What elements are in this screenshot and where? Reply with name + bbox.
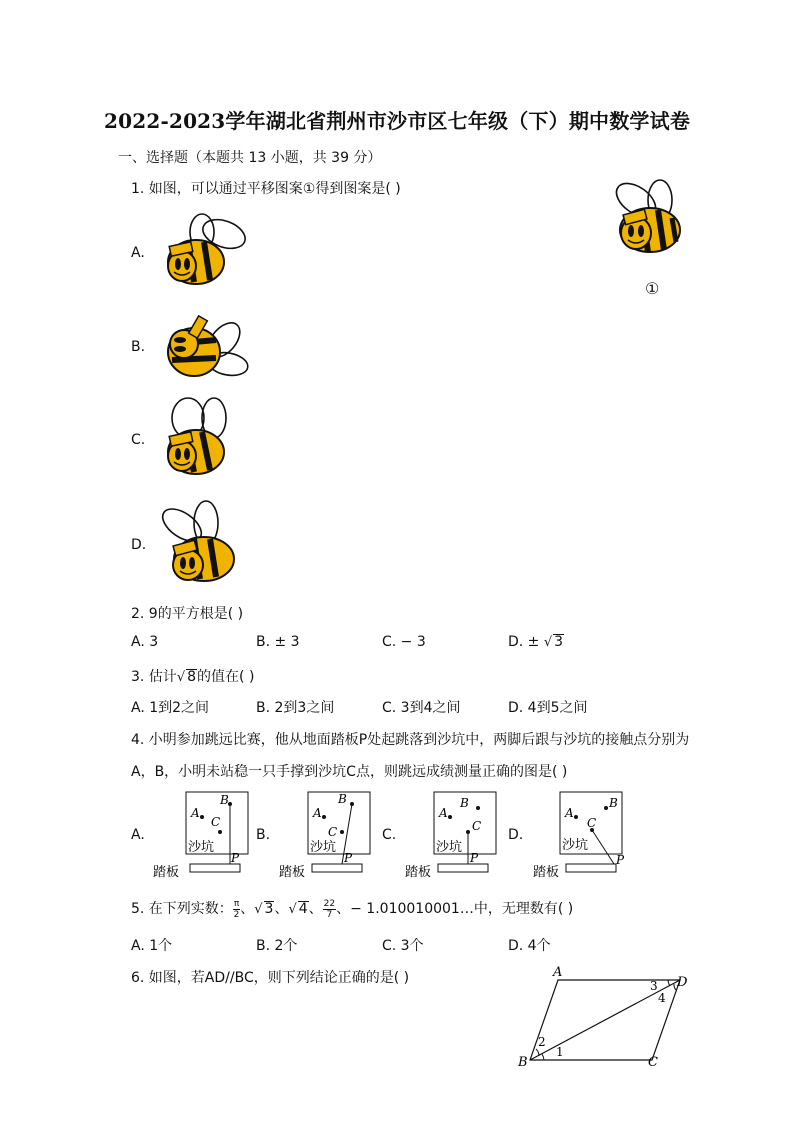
vertex-label-b: B	[518, 1055, 528, 1070]
bee-icon	[168, 214, 249, 284]
bee-option-a	[150, 210, 250, 300]
page-title: 2022-2023学年湖北省荆州市沙市区七年级（下）期中数学试卷	[103, 109, 691, 133]
q2-option-b[interactable]: B. ± 3	[256, 634, 300, 650]
q4-option-b[interactable]: B.	[256, 827, 271, 843]
q3-option-a[interactable]: A. 1到2之间	[131, 700, 210, 716]
point-label-b: B	[609, 796, 618, 810]
point-label-p: P	[231, 851, 240, 865]
vertex-label-c: C	[648, 1055, 658, 1070]
angle-label-1: 1	[556, 1045, 564, 1059]
point-label-b: B	[338, 792, 347, 806]
board-label: 踏板	[533, 865, 560, 880]
q2-option-d-radicand: 3	[554, 634, 564, 650]
point-label-b: B	[460, 796, 469, 810]
q6-stem: 6. 如图，若AD//BC，则下列结论正确的是( )	[131, 970, 410, 986]
point-label-a: A	[313, 806, 322, 820]
q1-option-d[interactable]: D.	[131, 537, 147, 553]
q5-fraction-pi: $\frac{\pi}{2}$	[233, 898, 240, 920]
bee-option-c	[150, 395, 250, 490]
point-label-c: C	[472, 819, 482, 833]
q4-figure-c	[402, 790, 512, 885]
point-label-p: P	[616, 853, 625, 867]
q2-option-d-label: D. ±	[508, 634, 544, 650]
section-heading: 一、选择题（本题共 13 小题，共 39 分）	[118, 150, 382, 166]
pit-label: 沙坑	[436, 840, 463, 855]
q4-stem-line1: 4. 小明参加跳远比赛，他从地面踏板P处起跳落到沙坑中，两脚后跟与沙坑的接触点分别为	[131, 732, 690, 748]
q3-stem: 3. 估计√ 8的值在( )	[131, 669, 255, 685]
angle-label-2: 2	[538, 1035, 546, 1049]
q5-option-c[interactable]: C. 3个	[382, 938, 424, 954]
point-label-b: B	[220, 793, 229, 807]
q2-option-a[interactable]: A. 3	[131, 634, 159, 650]
q5-radicand-2: 4	[298, 901, 308, 917]
angle-label-4: 4	[658, 991, 666, 1005]
q4-figure-d	[530, 790, 640, 885]
q5-option-d[interactable]: D. 4个	[508, 938, 551, 954]
q3-option-c[interactable]: C. 3到4之间	[382, 700, 461, 716]
board-label: 踏板	[153, 865, 180, 880]
q3-option-b[interactable]: B. 2到3之间	[256, 700, 335, 716]
board-label: 踏板	[405, 865, 432, 880]
q5-option-b[interactable]: B. 2个	[256, 938, 298, 954]
q1-stem: 1. 如图，可以通过平移图案①得到图案是( )	[131, 181, 401, 197]
q5-stem-tail: − 1.010010001…中，无理数有( )	[350, 901, 574, 917]
bee-icon	[168, 316, 250, 378]
q6-parallelogram-figure	[510, 962, 710, 1074]
point-label-p: P	[344, 851, 353, 865]
q3-stem-pre: 3. 估计	[131, 669, 177, 685]
point-label-c: C	[328, 825, 338, 839]
q5-stem: 5. 在下列实数： $\frac{\pi}{2}$ 、√ 3、√ 4、 $\frac{22}{7}$ 、− 1.010010001…中，无理数有( )	[131, 898, 574, 920]
q3-radicand: 8	[187, 669, 197, 685]
q1-option-c[interactable]: C.	[131, 432, 146, 448]
q2-option-d[interactable]: D. ± √ 3	[508, 634, 564, 650]
vertex-label-a: A	[553, 965, 563, 980]
pit-label: 沙坑	[188, 840, 215, 855]
point-label-p: P	[470, 851, 479, 865]
angle-label-3: 3	[650, 979, 658, 993]
point-label-c: C	[211, 815, 221, 829]
q5-option-a[interactable]: A. 1个	[131, 938, 173, 954]
pit-label: 沙坑	[310, 840, 337, 855]
q3-stem-post: 的值在( )	[197, 669, 255, 685]
board-label: 踏板	[279, 865, 306, 880]
q4-figure-b	[276, 790, 386, 885]
vertex-label-d: D	[677, 975, 688, 990]
q1-option-a[interactable]: A.	[131, 245, 145, 261]
point-label-c: C	[587, 816, 597, 830]
q4-figure-a	[150, 790, 260, 885]
bee-icon	[168, 398, 226, 474]
q1-option-b[interactable]: B.	[131, 339, 146, 355]
q4-stem-line2: A，B，小明未站稳一只手撑到沙坑C点，则跳远成绩测量正确的图是( )	[131, 764, 568, 780]
bee-icon	[611, 177, 680, 252]
q5-radicand-1: 3	[264, 901, 274, 917]
point-label-a: A	[565, 806, 574, 820]
q3-option-d[interactable]: D. 4到5之间	[508, 700, 588, 716]
q4-option-c[interactable]: C.	[382, 827, 397, 843]
bee-option-d	[150, 497, 250, 592]
pit-label: 沙坑	[562, 838, 589, 853]
bee-reference-figure	[600, 180, 700, 270]
q5-stem-pre: 5. 在下列实数：	[131, 901, 233, 917]
q2-stem: 2. 9的平方根是( )	[131, 606, 244, 622]
q1-figure-label: ①	[645, 279, 660, 298]
q4-option-d[interactable]: D.	[508, 827, 524, 843]
point-label-a: A	[439, 806, 448, 820]
point-label-a: A	[191, 806, 200, 820]
q2-option-c[interactable]: C. − 3	[382, 634, 426, 650]
bee-option-b	[150, 305, 250, 395]
q5-fraction-22-7: $\frac{22}{7}$	[323, 898, 336, 920]
bee-icon	[157, 501, 234, 581]
q4-option-a[interactable]: A.	[131, 827, 145, 843]
